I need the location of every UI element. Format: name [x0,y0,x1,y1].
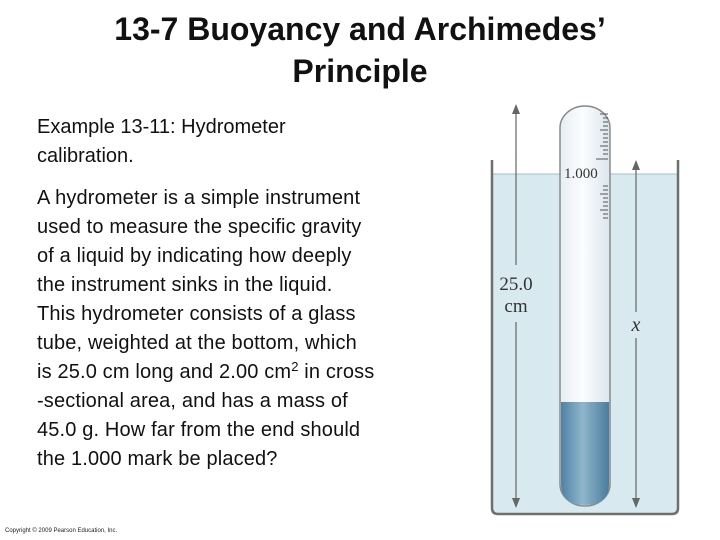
problem-line: used to measure the specific gravity [37,216,362,238]
copyright-notice: Copyright © 2009 Pearson Education, Inc. [5,528,118,534]
problem-line: the 1.000 mark be placed? [37,448,278,470]
example-heading [37,113,477,171]
problem-line: 45.0 g. How far from the end should [37,419,361,441]
scale-label: 1.000 [564,166,598,182]
problem-line: -sectional area, and has a mass of [37,390,348,412]
hydrometer-figure [480,100,690,520]
slide-title [0,8,720,92]
title-line-1: 13-7 Buoyancy and Archimedes’ [114,11,606,47]
hydrometer-weight [561,402,609,505]
problem-line: This hydrometer consists of a glass [37,303,356,325]
example-line-1: Example 13-11: Hydrometer [37,116,286,138]
problem-text [37,184,477,474]
problem-line-with-superscript [37,358,477,387]
problem-line-7-start: is 25.0 cm long and 2.00 cm [37,361,292,383]
length-unit: cm [504,296,528,317]
depth-variable: x [631,314,641,336]
problem-line: the instrument sinks in the liquid. [37,274,333,296]
title-line-2: Principle [292,53,428,89]
example-line-2: calibration. [37,145,134,167]
length-value: 25.0 [499,274,533,295]
problem-line: of a liquid by indicating how deeply [37,245,352,267]
squared-superscript: 2 [291,359,299,374]
problem-line: A hydrometer is a simple instrument [37,187,361,209]
hydrometer-diagram [480,100,690,520]
problem-line: tube, weighted at the bottom, which [37,332,357,354]
problem-line-7-end: in cross [298,361,375,383]
